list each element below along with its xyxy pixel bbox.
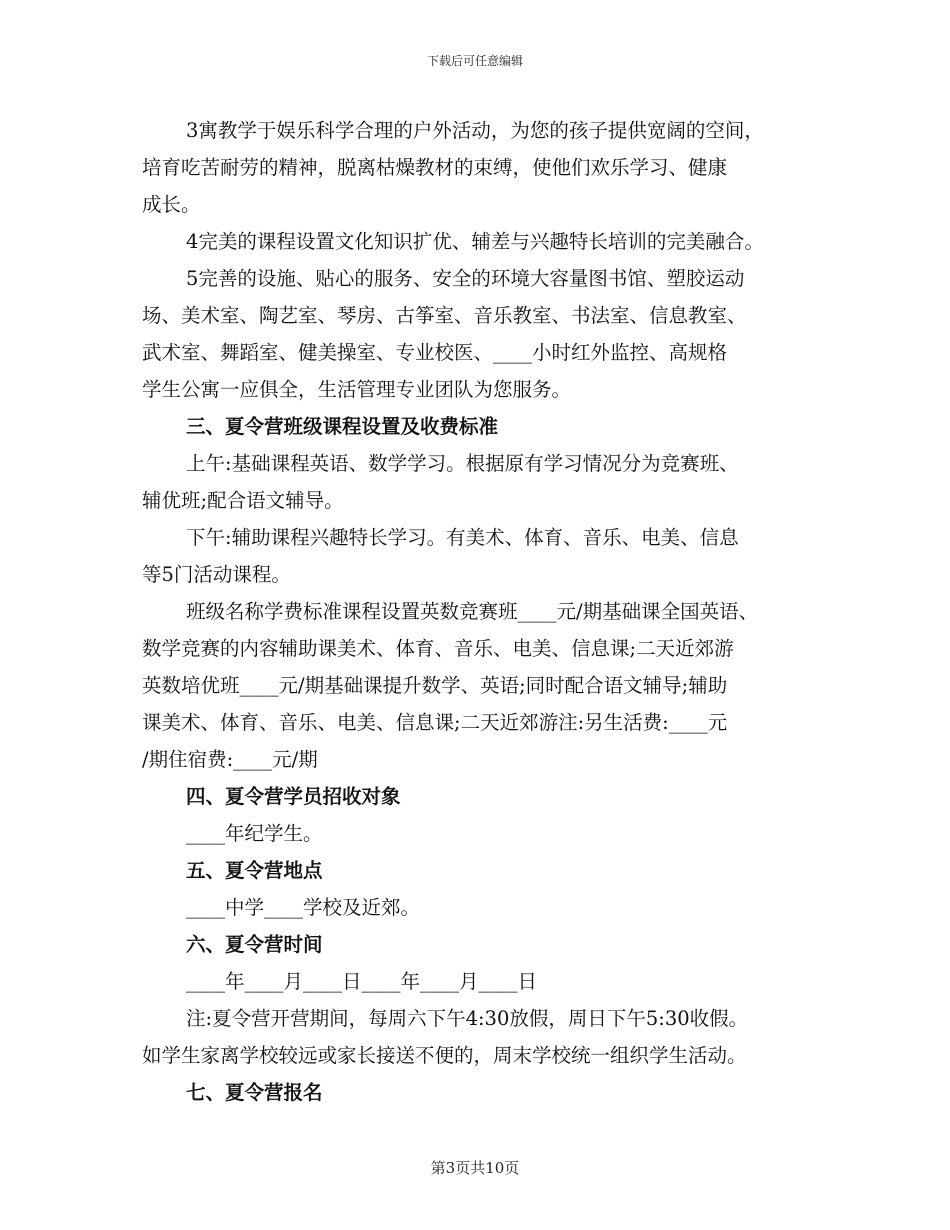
document-body	[142, 112, 832, 1111]
text-line: 数学竞赛的内容辅助课美术、体育、音乐、电美、信息课;二天近郊游	[142, 637, 734, 660]
section-heading	[142, 778, 832, 815]
text-line: 如学生家离学校较远或家长接送不便的，周末学校统一组织学生活动。	[142, 1044, 747, 1067]
page-footer: 第3页共10页	[430, 1159, 520, 1177]
paragraph	[142, 889, 832, 926]
paragraph	[142, 593, 832, 778]
text-line: 七、夏令营报名	[186, 1081, 323, 1104]
text-line: ____年纪学生。	[186, 822, 323, 845]
text-line: 下午:辅助课程兴趣特长学习。有美术、体育、音乐、电美、信息	[186, 526, 739, 549]
text-line: 四、夏令营学员招收对象	[186, 785, 401, 808]
text-line: 上午:基础课程英语、数学学习。根据原有学习情况分为竞赛班、	[186, 452, 739, 475]
text-line: /期住宿费:____元/期	[142, 748, 318, 771]
text-line: 六、夏令营时间	[186, 933, 323, 956]
text-line: 三、夏令营班级课程设置及收费标准	[186, 415, 499, 438]
section-heading	[142, 408, 832, 445]
text-line: 辅优班;配合语文辅导。	[142, 489, 344, 512]
paragraph	[142, 445, 832, 519]
section-heading	[142, 926, 832, 963]
section-heading	[142, 1074, 832, 1111]
text-line: 3寓教学于娱乐科学合理的户外活动，为您的孩子提供宽阔的空间，	[186, 119, 764, 142]
text-line: 武术室、舞蹈室、健美操室、专业校医、____小时红外监控、高规格	[142, 341, 728, 364]
text-line: 场、美术室、陶艺室、琴房、古筝室、音乐教室、书法室、信息教室、	[142, 304, 747, 327]
text-line: 培育吃苦耐劳的精神，脱离枯燥教材的束缚，使他们欢乐学习、健康	[142, 156, 728, 179]
text-line: ____年____月____日____年____月____日	[186, 970, 538, 993]
paragraph	[142, 519, 832, 593]
paragraph	[142, 223, 832, 260]
paragraph	[142, 260, 832, 408]
text-line: 4完美的课程设置文化知识扩优、辅差与兴趣特长培训的完美融合。	[186, 230, 764, 253]
text-line: 5完善的设施、贴心的服务、安全的环境大容量图书馆、塑胶运动	[186, 267, 745, 290]
section-heading	[142, 852, 832, 889]
text-line: 学生公寓一应俱全，生活管理专业团队为您服务。	[142, 378, 572, 401]
text-line: 班级名称学费标准课程设置英数竞赛班____元/期基础课全国英语、	[186, 600, 759, 623]
text-line: 英数培优班____元/期基础课提升数学、英语;同时配合语文辅导;辅助	[142, 674, 728, 697]
paragraph	[142, 112, 832, 223]
text-line: 注:夏令营开营期间，每周六下午4:30放假，周日下午5:30收假。	[186, 1007, 749, 1030]
page-header: 下载后可任意编辑	[426, 54, 523, 68]
paragraph	[142, 1000, 832, 1074]
text-line: 五、夏令营地点	[186, 859, 323, 882]
text-line: 课美术、体育、音乐、电美、信息课;二天近郊游注:另生活费:____元	[142, 711, 728, 734]
paragraph	[142, 815, 832, 852]
text-line: 成长。	[142, 193, 201, 216]
text-line: 等5门活动课程。	[142, 563, 291, 586]
text-line: ____中学____学校及近郊。	[186, 896, 421, 919]
paragraph	[142, 963, 832, 1000]
